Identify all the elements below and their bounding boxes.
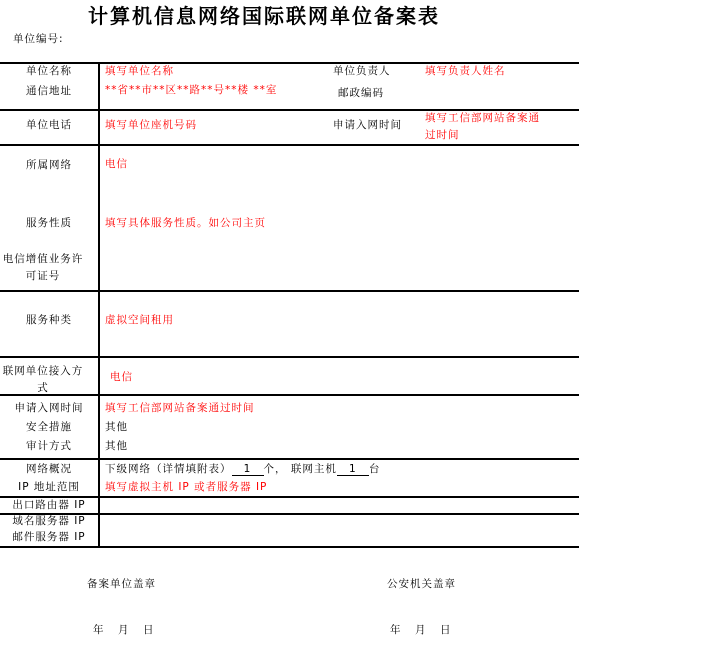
field-value-network: 电信: [105, 158, 128, 170]
field-value-phone: 填写单位座机号码: [105, 119, 197, 131]
footer-right-stamp-label: 公安机关盖章: [387, 578, 456, 590]
table-line: [0, 458, 579, 460]
field-value-ip-range: 填写虚拟主机 IP 或者服务器 IP: [105, 481, 268, 493]
field-label-router-ip: 出口路由器 IP: [12, 499, 86, 511]
field-label-service-type: 服务种类: [26, 314, 72, 326]
field-label-phone: 单位电话: [26, 119, 72, 131]
field-value-audit: 其他: [105, 440, 128, 452]
page-title: 计算机信息网络国际联网单位备案表: [88, 4, 440, 28]
field-label-dns-ip: 域名服务器 IP: [12, 515, 86, 527]
field-value-address: **省**市**区**路**号**楼 **室: [105, 84, 278, 96]
table-vertical-line: [98, 62, 100, 546]
field-value-apply-time-row2: 填写工信部网站备案通过时间: [425, 112, 540, 141]
field-label-apply-time-row2: 申请入网时间: [333, 119, 402, 131]
field-label-audit: 审计方式: [26, 440, 72, 452]
table-line: [0, 290, 579, 292]
field-label-responsible: 单位负责人: [333, 65, 391, 77]
field-label-access-method: 联网单位接入方式: [2, 365, 84, 394]
field-value-access-method: 电信: [110, 371, 133, 383]
field-label-network: 所属网络: [26, 159, 72, 171]
field-label-security: 安全措施: [26, 421, 72, 433]
overview-blank-subnet: 1: [232, 463, 264, 476]
field-value-service-nature: 填写具体服务性质。如公司主页: [105, 217, 266, 229]
field-label-license: 电信增值业务许可证号: [2, 253, 84, 282]
field-value-apply-time: 填写工信部网站备案通过时间: [105, 402, 255, 414]
field-label-postal: 邮政编码: [338, 87, 384, 99]
field-value-security: 其他: [105, 421, 128, 433]
field-value-unit-name: 填写单位名称: [105, 65, 174, 77]
field-label-apply-time: 申请入网时间: [14, 402, 84, 414]
field-label-service-nature: 服务性质: [26, 217, 72, 229]
overview-text-post: 台: [368, 463, 381, 475]
field-value-overview: [105, 463, 380, 476]
overview-blank-hosts: 1: [337, 463, 369, 476]
field-value-responsible: 填写负责人姓名: [425, 65, 506, 77]
table-line: [0, 62, 579, 64]
table-line: [0, 356, 579, 358]
footer-left-date: 年 月 日: [93, 624, 156, 636]
table-line: [0, 394, 579, 396]
field-label-overview: 网络概况: [26, 463, 72, 475]
table-line: [0, 546, 579, 548]
overview-text-pre: 下级网络（详情填附表）: [105, 463, 232, 475]
field-label-mail-ip: 邮件服务器 IP: [12, 531, 86, 543]
field-value-service-type: 虚拟空间租用: [105, 314, 174, 326]
table-line: [0, 144, 579, 146]
footer-left-stamp-label: 备案单位盖章: [87, 578, 156, 590]
footer-right-date: 年 月 日: [390, 624, 453, 636]
field-label-unit-name: 单位名称: [26, 65, 72, 77]
field-label-address: 通信地址: [26, 85, 72, 97]
table-line: [0, 496, 579, 498]
field-label-ip-range: IP 地址范围: [18, 481, 80, 493]
unit-number-label: 单位编号:: [13, 33, 64, 45]
overview-text-mid: 个， 联网主机: [263, 463, 337, 475]
